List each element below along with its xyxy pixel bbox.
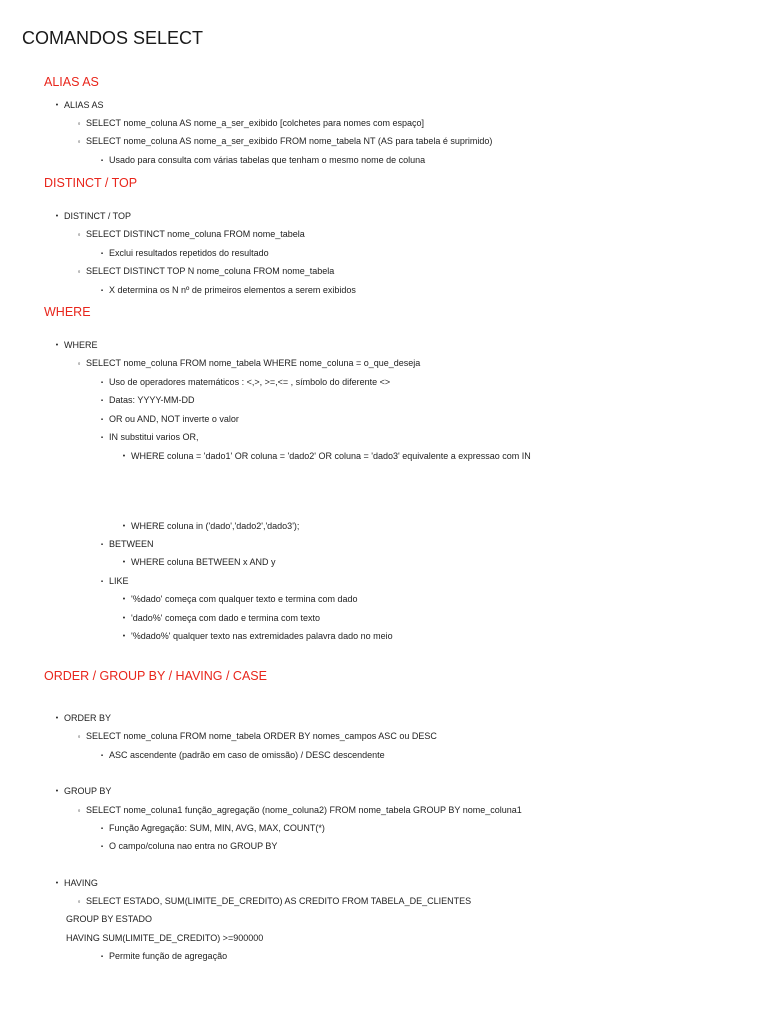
list-item: ▪LIKE <box>97 575 129 589</box>
list-item: •ORDER BY <box>52 712 111 726</box>
page-title: COMANDOS SELECT <box>22 28 204 48</box>
list-item: ▪X determina os N nº de primeiros elementos a serem exibidos <box>97 284 356 298</box>
list-item: ◦SELECT DISTINCT TOP N nome_coluna FROM nome_tabela <box>74 265 334 278</box>
list-item: •'%dado' começa com qualquer texto e termina com dado <box>119 593 358 607</box>
list-item: ◦SELECT DISTINCT nome_coluna FROM nome_tabela <box>74 228 305 241</box>
bullet-icon <box>74 730 84 743</box>
bullet-icon <box>97 822 107 836</box>
section-heading-distinct: DISTINCT / TOP <box>44 176 138 190</box>
section-heading-where: WHERE <box>44 305 91 319</box>
bullet-icon <box>52 99 62 113</box>
bullet-icon <box>52 712 62 726</box>
list-item: •WHERE coluna = 'dado1' OR coluna = 'dado2' OR coluna = 'dado3' equivalente a expressao com IN <box>119 450 531 464</box>
bullet-icon <box>119 450 129 464</box>
list-item: ◦SELECT ESTADO, SUM(LIMITE_DE_CREDITO) AS CREDITO FROM TABELA_DE_CLIENTES <box>74 895 471 908</box>
bullet-icon <box>97 431 107 445</box>
section-heading-order: ORDER / GROUP BY / HAVING / CASE <box>44 669 267 683</box>
list-item: •WHERE coluna in ('dado','dado2','dado3'); <box>119 520 299 534</box>
bullet-icon <box>97 247 107 261</box>
bullet-icon <box>97 284 107 298</box>
list-item: •DISTINCT / TOP <box>52 210 131 224</box>
bullet-icon <box>74 804 84 817</box>
list-item: ▪O campo/coluna nao entra no GROUP BY <box>97 840 277 854</box>
list-item: •HAVING <box>52 877 98 891</box>
bullet-icon <box>74 135 84 148</box>
bullet-icon <box>119 556 129 570</box>
list-item: ▪Função Agregação: SUM, MIN, AVG, MAX, COUNT(*) <box>97 822 325 836</box>
list-item: GROUP BY ESTADO <box>66 914 153 924</box>
bullet-icon <box>74 265 84 278</box>
list-item: ▪IN substitui varios OR, <box>97 431 199 445</box>
list-item: ▪OR ou AND, NOT inverte o valor <box>97 413 239 427</box>
bullet-icon <box>119 593 129 607</box>
section-heading-alias: ALIAS AS <box>44 75 99 89</box>
list-item: ▪Exclui resultados repetidos do resultado <box>97 247 269 261</box>
bullet-icon <box>97 538 107 552</box>
bullet-icon <box>97 950 107 964</box>
list-item: ▪Uso de operadores matemáticos : <,>, >=,<= , símbolo do diferente <> <box>97 376 390 390</box>
bullet-icon <box>97 394 107 408</box>
bullet-icon <box>74 895 84 908</box>
bullet-icon <box>119 612 129 626</box>
list-item: ▪ASC ascendente (padrão em caso de omissão) / DESC descendente <box>97 749 385 763</box>
list-item: ◦SELECT nome_coluna1 função_agregação (nome_coluna2) FROM nome_tabela GROUP BY nome_coluna1 <box>74 804 522 817</box>
list-item: •ALIAS AS <box>52 99 104 113</box>
bullet-icon <box>97 413 107 427</box>
bullet-icon <box>74 228 84 241</box>
list-item: HAVING SUM(LIMITE_DE_CREDITO) >=900000 <box>66 933 264 943</box>
bullet-icon <box>97 575 107 589</box>
bullet-icon <box>52 339 62 353</box>
bullet-icon <box>119 520 129 534</box>
list-item: •WHERE coluna BETWEEN x AND y <box>119 556 276 570</box>
bullet-icon <box>97 749 107 763</box>
bullet-icon <box>52 210 62 224</box>
list-item: •'dado%' começa com dado e termina com texto <box>119 612 320 626</box>
list-item: ◦SELECT nome_coluna AS nome_a_ser_exibido [colchetes para nomes com espaço] <box>74 117 424 130</box>
list-item: ▪Usado para consulta com várias tabelas que tenham o mesmo nome de coluna <box>97 154 425 168</box>
list-item: ▪Permite função de agregação <box>97 950 227 964</box>
list-item: ◦SELECT nome_coluna FROM nome_tabela ORDER BY nomes_campos ASC ou DESC <box>74 730 437 743</box>
bullet-icon <box>97 154 107 168</box>
list-item: ▪Datas: YYYY-MM-DD <box>97 394 195 408</box>
bullet-icon <box>74 117 84 130</box>
list-item: •GROUP BY <box>52 785 111 799</box>
list-item: •'%dado%' qualquer texto nas extremidades palavra dado no meio <box>119 630 393 644</box>
bullet-icon <box>52 877 62 891</box>
list-item: ◦SELECT nome_coluna AS nome_a_ser_exibido FROM nome_tabela NT (AS para tabela é suprimido) <box>74 135 492 148</box>
bullet-icon <box>119 630 129 644</box>
bullet-icon <box>97 376 107 390</box>
list-item: ◦SELECT nome_coluna FROM nome_tabela WHERE nome_coluna = o_que_deseja <box>74 357 420 370</box>
list-item: ▪BETWEEN <box>97 538 154 552</box>
bullet-icon <box>97 840 107 854</box>
list-item: •WHERE <box>52 339 98 353</box>
bullet-icon <box>74 357 84 370</box>
bullet-icon <box>52 785 62 799</box>
